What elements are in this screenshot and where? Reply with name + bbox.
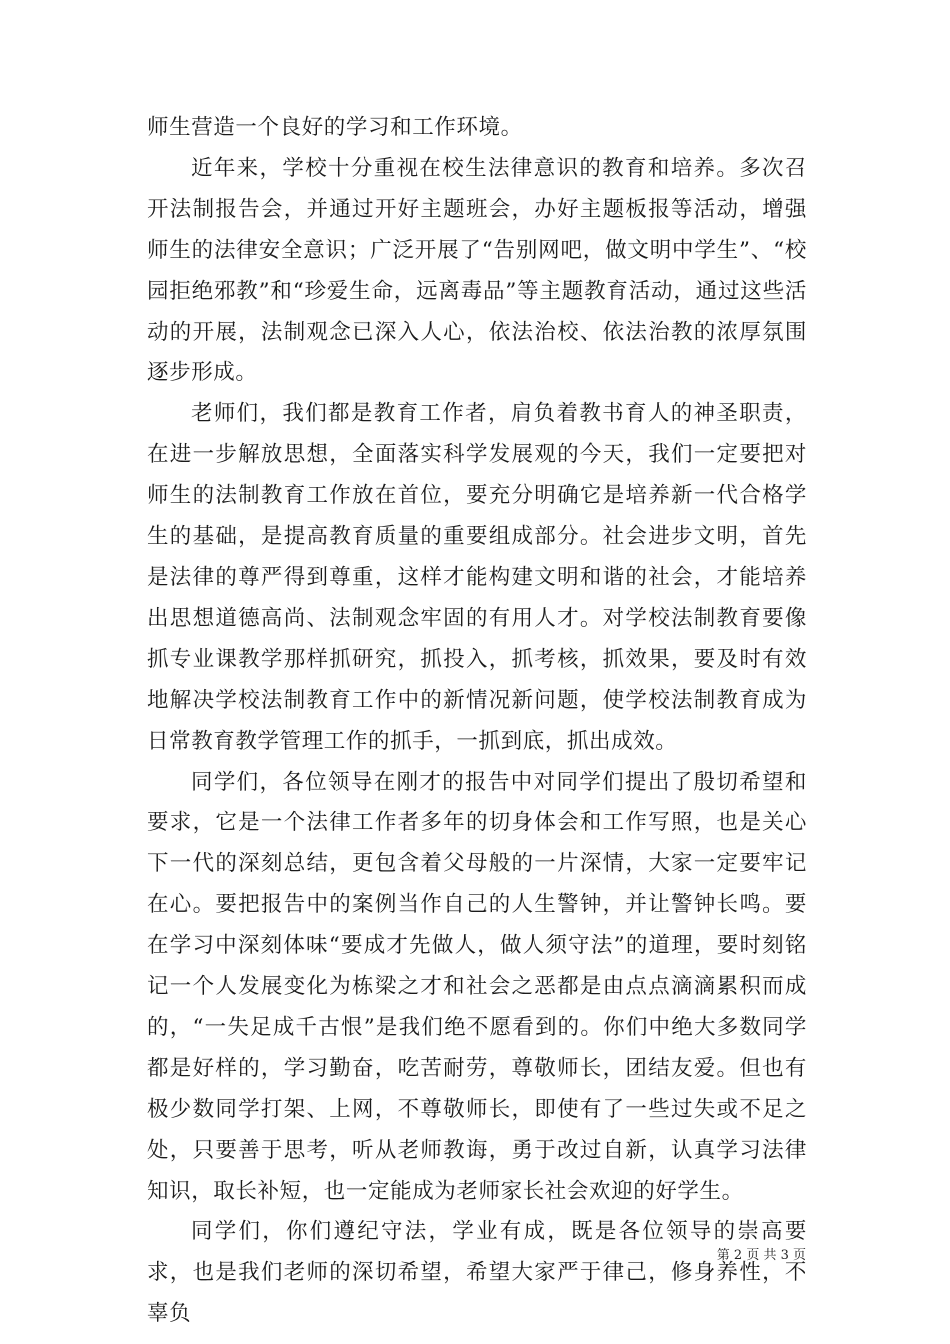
paragraph-5: 同学们，你们遵纪守法，学业有成，既是各位领导的崇高要求，也是我们老师的深切希望，希望大家严于律己，修身养性，不辜负 [147,1219,807,1327]
paragraph-4: 同学们，各位领导在刚才的报告中对同学们提出了殷切希望和要求，它是一个法律工作者多年的切身体会和工作写照，也是关心下一代的深刻总结，更包含着父母般的一片深情，大家一定要牢记在心。要把报告中的案例当作自己的人生警钟，并让警钟长鸣。要在学习中深刻体味“要成才先做人，做人须守法”的道理，要时刻铭记一个人发展变化为栋梁之才和社会之恶都是由点点滴滴累积而成的，“一失足成千古恨”是我们绝不愿看到的。你们中绝大多数同学都是好样的，学习勤奋，吃苦耐劳，尊敬师长，团结友爱。但也有极少数同学打架、上网，不尊敬师长，即使有了一些过失或不足之处，只要善于思考，听从老师教诲，勇于改过自新，认真学习法律知识，取长补短，也一定能成为老师家长社会欢迎的好学生。 [147,769,807,1204]
paragraph-3: 老师们，我们都是教育工作者，肩负着教书育人的神圣职责，在进一步解放思想，全面落实科学发展观的今天，我们一定要把对师生的法制教育工作放在首位，要充分明确它是培养新一代合格学生的基础，是提高教育质量的重要组成部分。社会进步文明，首先是法律的尊严得到尊重，这样才能构建文明和谐的社会，才能培养出思想道德高尚、法制观念牢固的有用人才。对学校法制教育要像抓专业课教学那样抓研究，抓投入，抓考核，抓效果，要及时有效地解决学校法制教育工作中的新情况新问题，使学校法制教育成为日常教育教学管理工作的抓手，一抓到底，抓出成效。 [147,401,807,754]
document-body [147,108,807,1335]
page-number-footer: 第 2 页 共 3 页 [716,1248,806,1263]
paragraph-1: 师生营造一个良好的学习和工作环境。 [147,115,523,140]
paragraph-2: 近年来，学校十分重视在校生法律意识的教育和培养。多次召开法制报告会，并通过开好主题班会，办好主题板报等活动，增强师生的法律安全意识；广泛开展了“告别网吧，做文明中学生”、“校园拒绝邪教”和“珍爱生命，远离毒品”等主题教育活动，通过这些活动的开展，法制观念已深入人心，依法治校、依法治教的浓厚氛围逐步形成。 [147,155,807,386]
